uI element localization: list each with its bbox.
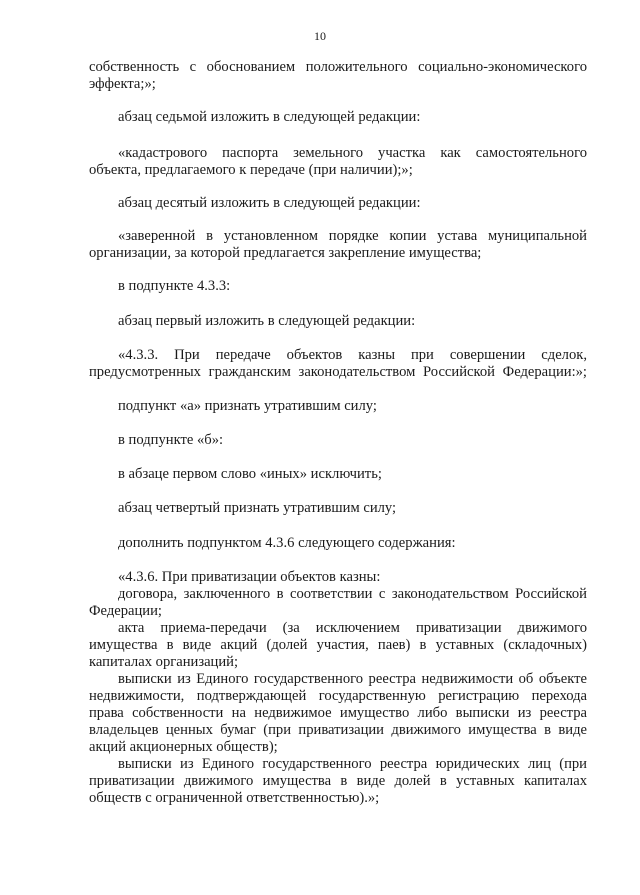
text-line: дополнить подпунктом 4.3.6 следующего содержания: <box>118 535 456 551</box>
text-line: абзац первый изложить в следующей редакции: <box>118 313 416 329</box>
text-line: выписки из Единого государственного реестра недвижимости об объекте <box>118 671 587 687</box>
text-line: договора, заключенного в соответствии с законодательством Российской <box>118 586 587 602</box>
text-line: «4.3.6. При приватизации объектов казны: <box>118 569 381 585</box>
text-line: недвижимости, подтверждающей государственную регистрацию перехода <box>89 688 587 704</box>
text-line: владельцев ценных бумаг (при приватизации движимого имущества в виде <box>89 722 587 738</box>
text-line: «заверенной в установленном порядке копии устава муниципальной <box>118 228 587 244</box>
text-line: «4.3.3. При передаче объектов казны при совершении сделок, <box>118 347 587 363</box>
text-line: акций акционерных обществ); <box>89 739 278 755</box>
text-line: капиталах организаций; <box>89 654 239 670</box>
text-line: абзац десятый изложить в следующей редакции: <box>118 195 421 211</box>
text-line: объекта, предлагаемого к передаче (при наличии);»; <box>89 162 413 178</box>
text-line: подпункт «а» признать утратившим силу; <box>118 398 377 414</box>
text-line: эффекта;»; <box>89 76 156 92</box>
text-line: в подпункте 4.3.3: <box>118 278 231 294</box>
text-line: имущества в виде акций (долей участия, паев) в уставных (складочных) <box>89 637 587 653</box>
text-line: в подпункте «б»: <box>118 432 224 448</box>
text-line: права собственности на недвижимое имущество либо выписки из реестра <box>89 705 587 721</box>
text-line: абзац седьмой изложить в следующей редакции: <box>118 109 421 125</box>
text-line: в абзаце первом слово «иных» исключить; <box>118 466 382 482</box>
text-line: организации, за которой предлагается закрепление имущества; <box>89 245 482 261</box>
page-number: 10 <box>314 29 326 43</box>
text-line: предусмотренных гражданским законодательством Российской Федерации:»; <box>89 364 587 380</box>
text-line: обществ с ограниченной ответственностью).»; <box>89 790 380 806</box>
text-line: абзац четвертый признать утратившим силу; <box>118 500 397 516</box>
text-line: акта приема-передачи (за исключением приватизации движимого <box>118 620 587 636</box>
text-line: Федерации; <box>89 603 162 619</box>
text-line: собственность с обоснованием положительного социально-экономического <box>89 59 587 75</box>
text-line: приватизации движимого имущества в виде долей в уставных капиталах <box>89 773 587 789</box>
text-line: «кадастрового паспорта земельного участка как самостоятельного <box>118 145 587 161</box>
text-line: выписки из Единого государственного реестра юридических лиц (при <box>118 756 587 772</box>
